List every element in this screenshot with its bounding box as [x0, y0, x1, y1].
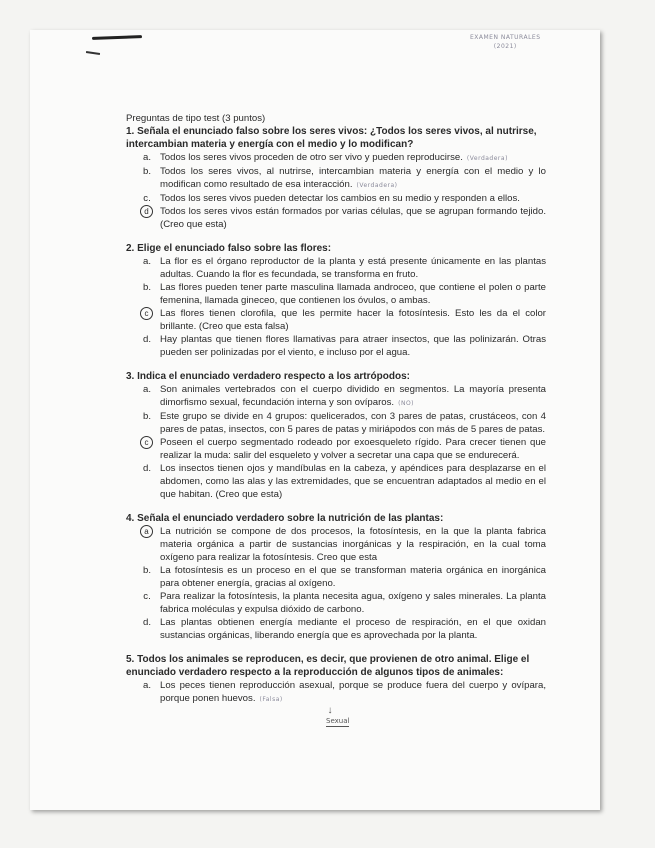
option-letter: b. — [142, 282, 151, 293]
exam-content — [126, 112, 546, 727]
answer-option — [140, 255, 546, 281]
option-letter: a. — [142, 384, 151, 395]
answer-option — [140, 590, 546, 616]
question-title: 1. Señala el enunciado falso sobre los seres vivos: ¿Todos los seres vivos, al nutrirse, intercambian materia y energía con el medio y lo modifican? — [126, 126, 537, 150]
arrow-icon: ↓ — [327, 705, 333, 716]
option-letter: a. — [142, 256, 151, 267]
option-text: Los insectos tienen ojos y mandíbulas en la cabeza, y apéndices para desplazarse en el abdomen, como las alas y las extremidades, que se encuentran adaptados al medio en el que habitan. (Creo que esta) — [160, 463, 546, 500]
answer-option — [140, 205, 546, 231]
option-letter: a. — [142, 152, 151, 163]
header-line-1: EXAMEN NATURALES — [470, 34, 541, 41]
question-title: 2. Elige el enunciado falso sobre las flores: — [126, 243, 332, 254]
option-text: Todos los seres vivos proceden de otro ser vivo y pueden reproducirse. — [160, 152, 463, 163]
answer-option — [140, 564, 546, 590]
circled-option-letter: c — [140, 307, 153, 320]
answer-option — [140, 333, 546, 359]
option-list — [140, 525, 546, 642]
option-text: Hay plantas que tienen flores llamativas para atraer insectos, que las polinizarán. Otras pueden ser polinizadas por el viento, e incluso por el agua. — [160, 334, 546, 358]
option-letter: d. — [142, 463, 151, 474]
handwritten-note: (Falsa) — [259, 696, 283, 703]
answer-option — [140, 616, 546, 642]
circled-option-letter: c — [140, 436, 153, 449]
option-text: Las flores pueden tener parte masculina llamada androceo, que contiene el polen o parte femenina, llamada gineceo, que contienen los óvulos, o ambas. — [160, 282, 546, 306]
option-text: La flor es el órgano reproductor de la planta y está presente únicamente en las plantas adultas. Cuando la flor es fecundada, se transforma en fruto. — [160, 256, 546, 280]
option-letter: d. — [142, 617, 151, 628]
option-letter: c. — [143, 193, 151, 204]
option-letter: b. — [142, 411, 151, 422]
answer-option — [140, 410, 546, 436]
option-list — [140, 151, 546, 231]
circled-option-letter: d — [140, 205, 153, 218]
question-title: 5. Todos los animales se reproducen, es decir, que provienen de otro animal. Elige el enunciado verdadero respecto a la reproducción de algunos tipos de animales: — [126, 654, 530, 678]
handwritten-note: (NO) — [398, 400, 415, 407]
handwritten-note: (Verdadera) — [466, 155, 508, 162]
option-text: Los peces tienen reproducción asexual, porque se produce fuera del cuerpo y ovípara, porque ponen huevos. — [160, 680, 546, 704]
option-letter: d. — [142, 334, 151, 345]
answer-option — [140, 165, 546, 192]
option-list — [140, 383, 546, 501]
option-text: Poseen el cuerpo segmentado rodeado por exoesqueleto rígido. Para crecer tienen que realizar la muda: salir del esqueleto y volver a secretar una capa que se endurecerá. — [160, 437, 546, 461]
option-letter: b. — [142, 565, 151, 576]
answer-option — [140, 281, 546, 307]
answer-option — [140, 151, 546, 165]
handwritten-correction: Sexual — [326, 717, 350, 725]
question-title: 3. Indica el enunciado verdadero respecto a los artrópodos: — [126, 371, 410, 382]
option-text: Las flores tienen clorofila, que les permite hacer la fotosíntesis. Esto les da el color brillante. (Creo que esta falsa) — [160, 308, 546, 332]
option-letter: b. — [142, 166, 151, 177]
option-list — [140, 679, 546, 706]
handwritten-correction-block — [326, 706, 546, 727]
option-letter: c. — [143, 591, 151, 602]
option-text: Este grupo se divide en 4 grupos: quelicerados, con 3 pares de patas, crustáceos, con 4 pares de patas, insectos, con 5 pares de patas y miriápodos con más de 5 pares de patas. — [160, 411, 546, 435]
option-text: Para realizar la fotosíntesis, la planta necesita agua, oxígeno y sales minerales. La planta fabrica moléculas y expulsa dióxido de carbono. — [160, 591, 546, 615]
answer-option — [140, 525, 546, 564]
answer-option — [140, 679, 546, 706]
section-intro: Preguntas de tipo test (3 puntos) — [126, 113, 266, 124]
handwritten-header — [470, 33, 541, 51]
answer-option — [140, 383, 546, 410]
option-list — [140, 255, 546, 359]
option-text: La fotosíntesis es un proceso en el que se transforman materia orgánica en inorgánica para obtener energía, gracias al oxígeno. — [160, 565, 546, 589]
option-text: La nutrición se compone de dos procesos, la fotosíntesis, en la que la planta fabrica materia orgánica a partir de sustancias inorgánicas y la respiración, en la cual toma oxígeno para realizar la fotosíntesis. Creo que esta — [160, 526, 546, 563]
option-text: Todos los seres vivos pueden detectar los cambios en su medio y responden a ellos. — [160, 193, 520, 204]
option-text: Son animales vertebrados con el cuerpo dividido en segmentos. La mayoría presenta dimorfismo sexual, fecundación interna y son ovíparos. — [160, 384, 546, 408]
option-letter: a. — [142, 680, 151, 691]
answer-option — [140, 436, 546, 462]
option-text: Las plantas obtienen energía mediante el proceso de respiración, en el que oxidan sustancias orgánicas, liberando energía que es aprovechada por la planta. — [160, 617, 546, 641]
answer-option — [140, 192, 546, 205]
circled-option-letter: a — [140, 525, 153, 538]
question-title: 4. Señala el enunciado verdadero sobre la nutrición de las plantas: — [126, 513, 444, 524]
option-text: Todos los seres vivos, al nutrirse, intercambian materia y energía con el medio y lo modifican como resultado de esa interacción. — [160, 166, 546, 190]
answer-option — [140, 307, 546, 333]
handwritten-note: (Verdadera) — [356, 182, 398, 189]
header-line-2: (2021) — [493, 43, 517, 50]
option-text: Todos los seres vivos están formados por varias células, que se agrupan formando tejido. (Creo que esta) — [160, 206, 546, 230]
answer-option — [140, 462, 546, 501]
